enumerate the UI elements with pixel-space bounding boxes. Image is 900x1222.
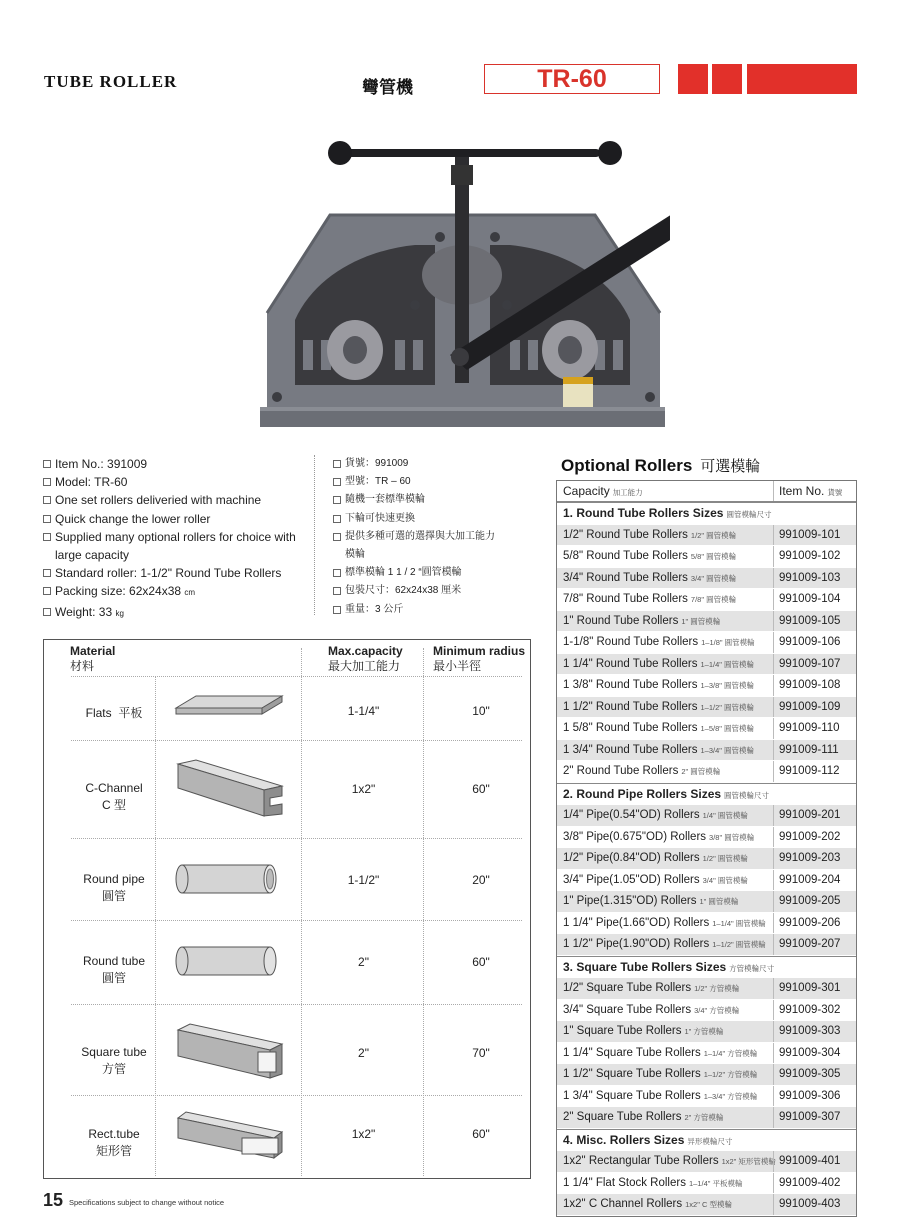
spec-list-en — [43, 455, 313, 623]
capacity-value: 1x2" — [351, 1127, 376, 1141]
capacity-value: 2" — [358, 955, 369, 969]
roller-row: 5/8" Round Tube Rollers 5/8" 圓管模輪 991009-102 — [557, 546, 856, 568]
roller-section-header: 2. Round Pipe Rollers Sizes 圓管模輪尺寸 — [557, 783, 856, 806]
spec-item: Model: TR-60 — [43, 473, 313, 491]
spec-item-cn: 下輪可快速更換 — [333, 510, 543, 528]
optional-table-header: Capacity 加工能力 Item No. 貨號 — [557, 481, 856, 502]
capacity-value: 1x2" — [351, 782, 376, 796]
capacity-value: 1-1/4" — [347, 704, 380, 718]
roller-row: 3/8" Pipe(0.675"OD) Rollers 3/8" 圓管模輪 991009-202 — [557, 827, 856, 849]
roller-row: 1x2" C Channel Rollers 1x2" C 型模輪 991009-403 — [557, 1194, 856, 1216]
header-material: Material 材料 — [70, 644, 116, 673]
roller-row: 1" Round Tube Rollers 1" 圓管模輪 991009-105 — [557, 611, 856, 633]
roller-row: 1 1/2" Round Tube Rollers 1–1/2" 圓管模輪 991009-109 — [557, 697, 856, 719]
spec-item: Supplied many optional rollers for choice with — [43, 528, 313, 546]
material-capacity-table — [43, 639, 531, 1179]
roller-row: 1" Pipe(1.315"OD) Rollers 1" 圓管模輪 991009-205 — [557, 891, 856, 913]
round-tube-icon — [174, 942, 284, 982]
radius-value: 10" — [472, 704, 490, 718]
roller-row: 1 5/8" Round Tube Rollers 1–5/8" 圓管模輪 991009-110 — [557, 718, 856, 740]
spec-item-cn-continued: 模輪 — [345, 549, 365, 561]
roller-section-header: 1. Round Tube Rollers Sizes 圓管模輪尺寸 — [557, 502, 856, 525]
header-accent-block — [747, 64, 857, 94]
spec-item-cn: 提供多種可選的選擇與大加工能力 — [333, 528, 543, 546]
optional-rollers-table — [556, 480, 857, 1217]
roller-row: 1 1/4" Round Tube Rollers 1–1/4" 圓管模輪 991009-107 — [557, 654, 856, 676]
material-row-rect-tube: Rect.tube 矩形管 — [88, 1127, 140, 1158]
spec-divider — [314, 455, 315, 615]
roller-row: 1 1/2" Pipe(1.90"OD) Rollers 1–1/2" 圓管模輪 991009-207 — [557, 934, 856, 956]
spec-item-continued: large capacity — [55, 548, 130, 563]
roller-row: 1/2" Round Tube Rollers 1/2" 圓管模輪 991009-101 — [557, 525, 856, 547]
spec-item-cn: 型號：TR – 60 — [333, 473, 543, 491]
radius-value: 60" — [472, 1127, 490, 1141]
spec-item: Packing size: 62x24x38 cm — [43, 582, 313, 602]
spec-item-cn: 標準模輪 1 1 / 2 “圓管模輪 — [333, 564, 543, 582]
roller-row: 1/2" Pipe(0.84"OD) Rollers 1/2" 圓管模輪 991009-203 — [557, 848, 856, 870]
spec-list-cn — [333, 455, 543, 619]
catalog-title: TUBE ROLLER — [44, 72, 178, 91]
optional-rollers-title: Optional Rollers 可選模輪 — [561, 456, 761, 475]
capacity-value: 2" — [358, 1046, 369, 1060]
square-tube-icon — [174, 1022, 284, 1084]
roller-row: 1 3/8" Round Tube Rollers 1–3/8" 圓管模輪 991009-108 — [557, 675, 856, 697]
material-row-square-tube: Square tube 方管 — [81, 1045, 147, 1076]
spec-item: Weight: 33 kg — [43, 603, 313, 623]
material-row-flats: Flats 平板 — [85, 706, 143, 720]
radius-value: 70" — [472, 1046, 490, 1060]
footer-note: Specifications subject to change without notice — [69, 1198, 225, 1207]
spec-item: Item No.: 391009 — [43, 455, 313, 473]
roller-row: 1-1/8" Round Tube Rollers 1–1/8" 圓管模輪 991009-106 — [557, 632, 856, 654]
roller-row: 1 1/2" Square Tube Rollers 1–1/2" 方管模輪 991009-305 — [557, 1064, 856, 1086]
roller-row: 1x2" Rectangular Tube Rollers 1x2" 矩形管模輪 991009-401 — [557, 1151, 856, 1173]
roller-row: 3/4" Square Tube Rollers 3/4" 方管模輪 991009-302 — [557, 1000, 856, 1022]
page-number: 15 — [43, 1190, 64, 1210]
roller-row: 1/4" Pipe(0.54"OD) Rollers 1/4" 圓管模輪 991009-201 — [557, 805, 856, 827]
roller-row: 1" Square Tube Rollers 1" 方管模輪 991009-303 — [557, 1021, 856, 1043]
flat-bar-icon — [174, 690, 284, 722]
spec-item-cn: 貨號：991009 — [333, 455, 543, 473]
header-accent-block — [712, 64, 742, 94]
material-row-round-tube: Round tube 圓管 — [82, 954, 146, 985]
capacity-value: 1-1/2" — [347, 873, 380, 887]
roller-row: 2" Round Tube Rollers 2" 圓管模輪 991009-112 — [557, 761, 856, 783]
header-capacity: Max.capacity 最大加工能力 — [328, 644, 403, 673]
spec-item-cn: 重量：3 公斤 — [333, 601, 543, 619]
catalog-title-cn: 彎管機 — [362, 78, 413, 97]
round-pipe-icon — [174, 860, 284, 900]
roller-row: 1 3/4" Round Tube Rollers 1–3/4" 圓管模輪 991009-111 — [557, 740, 856, 762]
roller-row: 3/4" Round Tube Rollers 3/4" 圓管模輪 991009-103 — [557, 568, 856, 590]
material-row-round-pipe: Round pipe 圓管 — [83, 872, 145, 903]
spec-item: One set rollers deliveried with machine — [43, 491, 313, 509]
spec-item-cn: 隨機一套標準模輪 — [333, 491, 543, 509]
spec-item: Quick change the lower roller — [43, 510, 313, 528]
rect-tube-icon — [174, 1110, 284, 1168]
roller-section-header: 3. Square Tube Rollers Sizes 方管模輪尺寸 — [557, 956, 856, 979]
roller-row: 1 1/4" Square Tube Rollers 1–1/4" 方管模輪 991009-304 — [557, 1043, 856, 1065]
radius-value: 20" — [472, 873, 490, 887]
roller-row: 7/8" Round Tube Rollers 7/8" 圓管模輪 991009-104 — [557, 589, 856, 611]
radius-value: 60" — [472, 782, 490, 796]
roller-row: 1 1/4" Pipe(1.66"OD) Rollers 1–1/4" 圓管模輪 991009-206 — [557, 913, 856, 935]
material-row-c-channel: C-Channel C 型 — [85, 781, 143, 812]
header-radius: Minimum radius 最小半徑 — [433, 644, 526, 673]
radius-value: 60" — [472, 955, 490, 969]
header-accent-block — [678, 64, 708, 94]
roller-row: 1/2" Square Tube Rollers 1/2" 方管模輪 991009-301 — [557, 978, 856, 1000]
roller-row: 1 1/4" Flat Stock Rollers 1–1/4" 平板模輪 991009-402 — [557, 1173, 856, 1195]
roller-section-header: 4. Misc. Rollers Sizes 异形模輪尺寸 — [557, 1129, 856, 1152]
c-channel-icon — [174, 758, 284, 822]
spec-item-cn: 包裝尺寸：62x24x38 厘米 — [333, 582, 543, 600]
roller-row: 1 3/4" Square Tube Rollers 1–3/4" 方管模輪 991009-306 — [557, 1086, 856, 1108]
spec-item: Standard roller: 1-1/2" Round Tube Rollers — [43, 564, 313, 582]
roller-row: 3/4" Pipe(1.05"OD) Rollers 3/4" 圓管模輪 991009-204 — [557, 870, 856, 892]
roller-row: 2" Square Tube Rollers 2" 方管模輪 991009-307 — [557, 1107, 856, 1129]
tube-roller-machine-image — [255, 135, 670, 435]
model-label: TR-60 — [484, 64, 660, 94]
